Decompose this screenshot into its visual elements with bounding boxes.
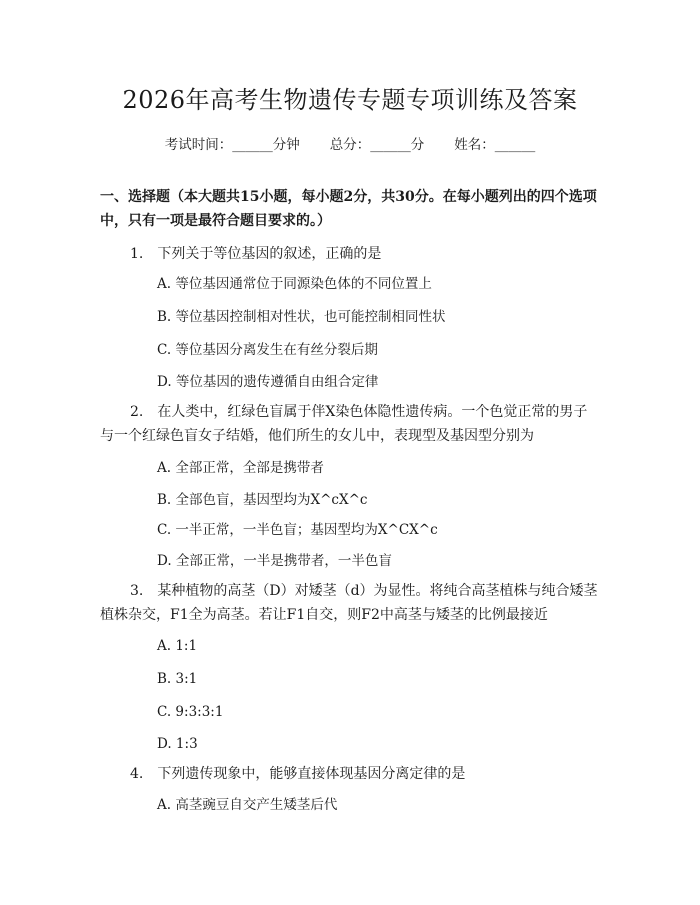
question-1-option-b: B. 等位基因控制相对性状，也可能控制相同性状 <box>157 309 446 325</box>
question-1-stem: 1. 下列关于等位基因的叙述，正确的是 <box>130 246 382 262</box>
question-4-option-a: A. 高茎豌豆自交产生矮茎后代 <box>157 797 338 813</box>
question-3-stem: 3. 某种植物的高茎（D）对矮茎（d）为显性。将纯合高茎植株与纯合矮茎植株杂交，F1全为高茎。若让F1自交，则F2中高茎与矮茎的比例最接近 <box>100 583 598 623</box>
question-1-option-d: D. 等位基因的遗传遵循自由组合定律 <box>157 374 379 390</box>
question-1-option-c: C. 等位基因分离发生在有丝分裂后期 <box>157 342 378 358</box>
question-3-option-a: A. 1:1 <box>157 638 198 654</box>
question-2-option-c: C. 一半正常，一半色盲；基因型均为X^CX^c <box>157 522 438 538</box>
student-name: 姓名：______ <box>454 137 536 153</box>
question-2-option-b: B. 全部色盲，基因型均为X^cX^c <box>157 492 368 508</box>
question-2-stem: 2. 在人类中，红绿色盲属于伴X染色体隐性遗传病。一个色觉正常的男子与一个红绿色盲女子结婚，他们所生的女儿中，表现型及基因型分别为 <box>100 404 588 444</box>
question-3-option-b: B. 3:1 <box>157 671 198 687</box>
section-heading: 一、选择题（本大题共15小题，每小题2分，共30分。在每小题列出的四个选项中，只有一项是最符合题目要求的。） <box>100 189 597 229</box>
question-3-option-c: C. 9:3:3:1 <box>157 704 224 720</box>
page-title: 2026年高考生物遗传专题专项训练及答案 <box>122 86 578 114</box>
question-2-option-d: D. 全部正常，一半是携带者，一半色盲 <box>157 553 392 569</box>
question-1-option-a: A. 等位基因通常位于同源染色体的不同位置上 <box>157 276 432 292</box>
question-3-option-d: D. 1:3 <box>157 736 198 752</box>
exam-time: 考试时间：______分钟 <box>164 137 300 153</box>
exam-meta <box>0 133 700 153</box>
question-4-stem: 4. 下列遗传现象中，能够直接体现基因分离定律的是 <box>130 766 466 782</box>
total-score: 总分：______分 <box>329 137 425 153</box>
question-2-option-a: A. 全部正常，全部是携带者 <box>157 460 324 476</box>
